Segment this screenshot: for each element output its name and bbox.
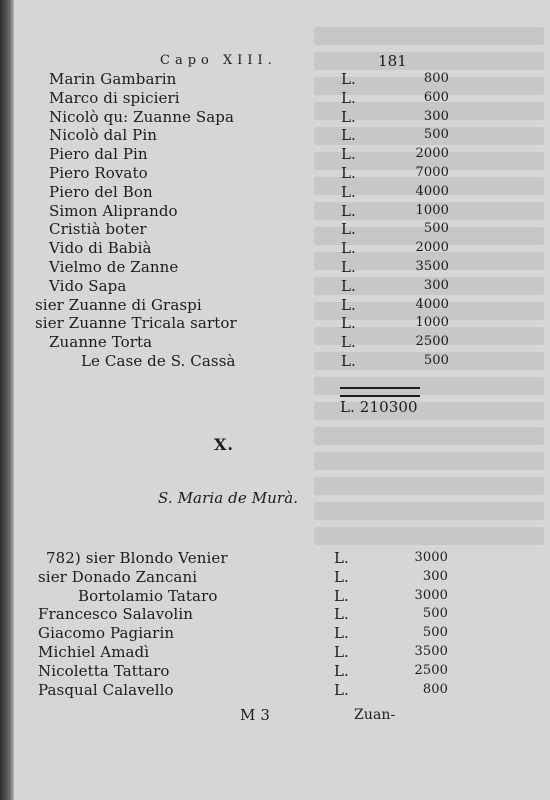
total-double-rule: [340, 387, 420, 397]
list-item: [38, 567, 448, 587]
amount: 500: [422, 606, 448, 622]
contributors-list-1: [35, 70, 449, 371]
chapter-heading: Capo XIII.: [160, 53, 277, 68]
total-amount: L. 210300: [340, 398, 418, 416]
contributor-name: Vido di Babià: [49, 239, 152, 258]
lira-symbol: L.: [341, 126, 356, 145]
parish-title: S. Maria de Murà.: [158, 489, 299, 507]
lira-symbol: L.: [334, 586, 349, 605]
lira-symbol: L.: [341, 257, 356, 276]
list-item: [49, 126, 449, 145]
list-item: [38, 586, 448, 606]
lira-symbol: L.: [341, 314, 356, 333]
list-item: [38, 680, 448, 700]
amount: 800: [423, 71, 449, 86]
lira-symbol: L.: [341, 145, 356, 164]
amount: 300: [422, 568, 448, 584]
lira-symbol: L.: [334, 549, 349, 567]
amount: 600: [423, 89, 449, 105]
amount: 7000: [415, 164, 449, 180]
amount: 300: [423, 277, 449, 293]
lira-symbol: L.: [341, 70, 356, 88]
amount: 2500: [414, 662, 448, 678]
lira-symbol: L.: [341, 333, 356, 352]
contributor-name: Nicolò qu: Zuanne Sapa: [49, 107, 234, 126]
list-item: [38, 624, 448, 643]
contributor-name: Francesco Salavolin: [38, 605, 193, 624]
list-item: [38, 549, 448, 568]
amount: 1000: [415, 202, 449, 218]
catchword: Zuan-: [354, 707, 396, 723]
amount: 3500: [415, 258, 449, 274]
amount: 2000: [415, 240, 449, 256]
book-page: [14, 0, 550, 800]
contributor-name: sier Zuanne di Graspi: [35, 295, 202, 314]
section-heading: X.: [214, 435, 234, 454]
list-item: [38, 642, 448, 662]
list-item: [38, 605, 448, 624]
lira-symbol: L.: [341, 107, 356, 126]
amount: 300: [423, 108, 449, 124]
amount: 4000: [415, 183, 449, 199]
lira-symbol: L.: [341, 295, 356, 314]
amount: 3500: [414, 643, 448, 659]
list-item: [49, 201, 449, 221]
list-item: [35, 314, 449, 333]
amount: 500: [423, 221, 449, 237]
lira-symbol: L.: [334, 642, 349, 661]
contributor-name: Cristià boter: [49, 220, 147, 239]
contributor-name: Nicoletta Tattaro: [38, 661, 170, 680]
contributor-name: Piero dal Pin: [49, 145, 148, 164]
lira-symbol: L.: [341, 163, 356, 182]
list-item: [38, 661, 448, 681]
list-item: [49, 107, 449, 127]
lira-symbol: L.: [334, 624, 349, 643]
contributor-name: 782) sier Blondo Venier: [46, 549, 228, 567]
amount: 1000: [415, 315, 449, 331]
list-item: [49, 333, 449, 352]
contributor-name: Michiel Amadì: [38, 642, 150, 661]
lira-symbol: L.: [334, 680, 349, 699]
amount: 3000: [414, 587, 448, 603]
amount: 4000: [415, 296, 449, 312]
contributor-name: Nicolò dal Pin: [49, 126, 158, 145]
list-item: [49, 351, 449, 371]
list-item: [49, 182, 449, 202]
lira-symbol: L.: [341, 351, 356, 370]
list-item: [49, 239, 449, 258]
running-header: [160, 52, 420, 72]
page-number: 181: [378, 52, 407, 70]
list-item: [49, 163, 449, 183]
contributor-name: Vido Sapa: [49, 276, 127, 295]
lira-symbol: L.: [341, 220, 356, 239]
lira-symbol: L.: [341, 88, 356, 107]
amount: 2000: [415, 146, 449, 162]
lira-symbol: L.: [341, 276, 356, 295]
contributor-name: sier Donado Zancani: [38, 567, 198, 586]
amount: 500: [423, 127, 449, 143]
amount: 2500: [415, 334, 449, 350]
contributor-name: Pasqual Calavello: [38, 680, 174, 699]
contributor-name: Piero del Bon: [49, 182, 153, 201]
list-item: [35, 295, 449, 315]
list-item: [49, 276, 449, 296]
book-spine-shadow: [0, 0, 14, 800]
lira-symbol: L.: [334, 605, 349, 624]
list-item: [49, 145, 449, 164]
contributor-name: Simon Aliprando: [49, 201, 178, 220]
contributor-name: Giacomo Pagiarin: [38, 624, 175, 643]
contributor-name: Marin Gambarin: [49, 70, 177, 88]
amount: 500: [422, 625, 448, 641]
contributor-name: Le Case de S. Cassà: [81, 351, 236, 370]
contributor-name: Zuanne Torta: [49, 333, 153, 352]
list-item: [49, 70, 449, 89]
contributor-name: Piero Rovato: [49, 163, 148, 182]
lira-symbol: L.: [334, 661, 349, 680]
lira-symbol: L.: [334, 567, 349, 586]
contributors-list-2: [38, 549, 448, 699]
lira-symbol: L.: [341, 239, 356, 258]
amount: 800: [422, 681, 448, 697]
contributor-name: sier Zuanne Tricala sartor: [35, 314, 237, 333]
amount: 3000: [414, 550, 448, 565]
list-item: [49, 88, 449, 108]
list-item: [49, 257, 449, 277]
lira-symbol: L.: [341, 201, 356, 220]
contributor-name: Marco di spicieri: [49, 88, 180, 107]
amount: 500: [423, 352, 449, 368]
list-item: [49, 220, 449, 239]
signature-mark: M 3: [240, 706, 270, 724]
contributor-name: Bortolamio Tataro: [78, 586, 218, 605]
lira-symbol: L.: [341, 182, 356, 201]
contributor-name: Vielmo de Zanne: [49, 257, 179, 276]
